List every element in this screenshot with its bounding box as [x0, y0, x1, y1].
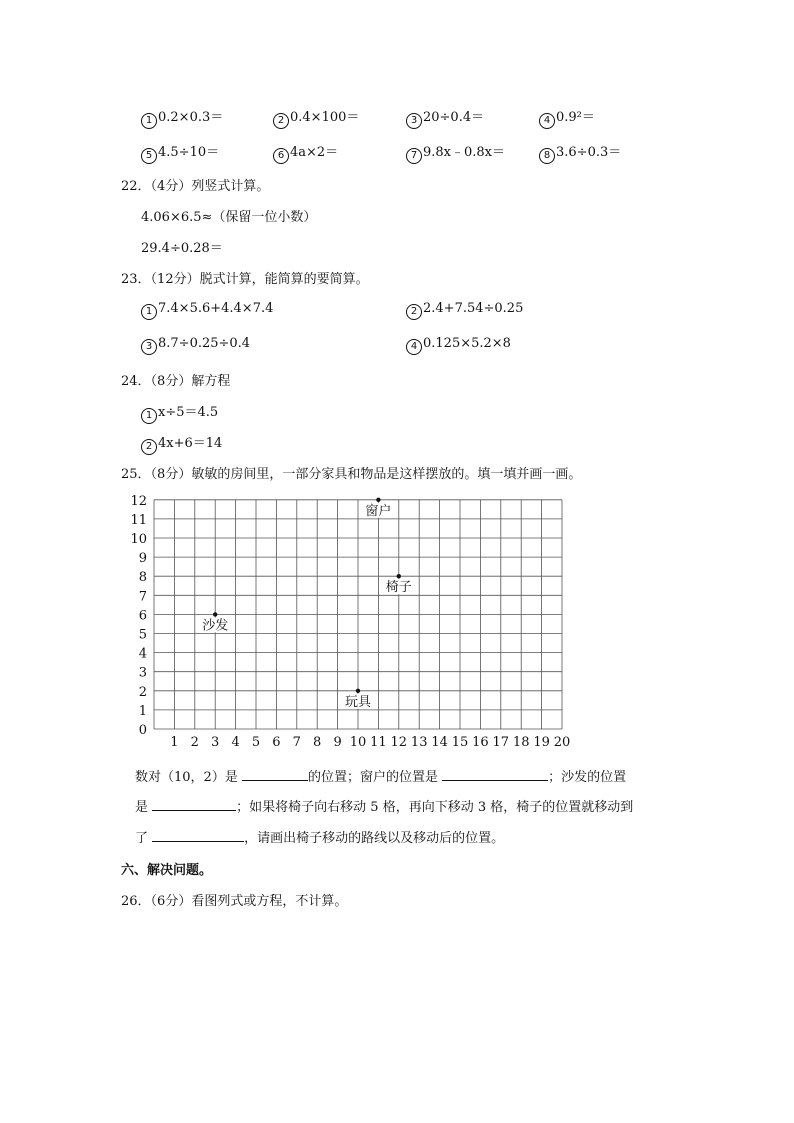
calc-expression: 3.6÷0.3＝ [556, 145, 622, 160]
x-tick-label: 6 [272, 735, 281, 750]
q25-line-3 [135, 827, 504, 846]
y-tick-label: 2 [138, 684, 147, 700]
circle-number: 2 [141, 439, 157, 455]
x-tick-label: 14 [431, 735, 448, 750]
circle-number: 2 [273, 113, 289, 129]
x-tick-label: 20 [553, 735, 571, 750]
answer-blank[interactable] [152, 798, 236, 811]
answer-blank[interactable] [442, 768, 548, 781]
y-tick-label: 5 [138, 627, 147, 643]
x-tick-label: 4 [231, 735, 240, 750]
calc-expression: 2.4+7.54÷0.25 [423, 301, 524, 316]
y-tick-label: 10 [130, 532, 147, 547]
calc-expression: 4.5÷10＝ [158, 145, 220, 160]
circle-number: 1 [141, 113, 157, 129]
x-tick-label: 8 [313, 735, 322, 750]
calc-item-3 [406, 106, 484, 129]
calc-expression: 0.125×5.2×8 [423, 336, 511, 351]
q25-line-1 [135, 766, 626, 785]
calc-expression: 8.7÷0.25÷0.4 [158, 336, 251, 351]
coordinate-grid-svg [130, 492, 580, 752]
circle-number: 4 [406, 339, 422, 355]
x-tick-label: 5 [251, 735, 261, 750]
y-tick-label: 12 [130, 493, 147, 509]
x-tick-label: 3 [211, 735, 220, 750]
calc-item-1 [141, 106, 223, 129]
q24-item-1 [141, 401, 218, 424]
question-23-title: 23．（12分）脱式计算，能简算的要简算。 [121, 272, 369, 287]
y-tick-label: 6 [138, 608, 147, 624]
q23-item-1 [141, 301, 273, 320]
x-tick-label: 18 [512, 735, 530, 750]
y-tick-label: 7 [138, 589, 147, 605]
coordinate-grid [130, 492, 580, 752]
calc-expression: 0.4×100＝ [290, 110, 360, 125]
x-tick-label: 10 [349, 735, 367, 750]
q25-text: 数对（10，2）是 [135, 770, 238, 785]
point-label: 椅子 [385, 580, 412, 596]
calc-item-8 [539, 141, 621, 164]
calc-item-2 [273, 106, 359, 129]
question-26-title: 26．（6分）看图列式或方程，不计算。 [121, 894, 348, 909]
circle-number: 4 [539, 113, 555, 129]
y-tick-label: 4 [138, 646, 147, 662]
calc-item-7 [406, 141, 505, 164]
y-tick-label: 0 [138, 723, 147, 738]
q25-line-2 [135, 796, 633, 815]
q23-item-4 [406, 336, 511, 355]
x-tick-label: 16 [472, 735, 489, 750]
x-tick-label: 12 [390, 735, 408, 750]
section-title: 六、解决问题。 [121, 863, 213, 878]
q25-text: 是 [135, 800, 149, 815]
point-label: 沙发 [202, 618, 229, 634]
question-22-title: 22．（4分）列竖式计算。 [121, 179, 270, 194]
calc-expression: 4a×2＝ [290, 145, 339, 160]
circle-number: 1 [141, 304, 157, 320]
circle-number: 3 [406, 113, 422, 129]
q25-text: ；如果将椅子向右移动 5 格，再向下移动 3 格，椅子的位置就移动到 [236, 800, 634, 815]
x-tick-label: 11 [370, 735, 387, 750]
question-24-title: 24．（8分）解方程 [121, 374, 231, 389]
answer-blank[interactable] [242, 768, 308, 781]
calc-expression: 9.8x﹣0.8x＝ [423, 145, 506, 160]
x-tick-label: 7 [292, 735, 301, 750]
calc-item-5 [141, 141, 219, 164]
x-tick-label: 13 [410, 735, 428, 750]
circle-number: 7 [406, 148, 422, 164]
calc-item-6 [273, 141, 338, 164]
q25-text: ；沙发的位置 [548, 770, 627, 785]
grid-point [213, 612, 217, 616]
q25-text: 了 [135, 831, 149, 846]
answer-blank[interactable] [152, 829, 244, 842]
circle-number: 3 [141, 339, 157, 355]
circle-number: 6 [273, 148, 289, 164]
equation: 4x+6＝14 [158, 436, 223, 451]
x-tick-label: 19 [533, 735, 550, 750]
calc-expression: 0.2×0.3＝ [158, 110, 224, 125]
y-tick-label: 9 [138, 551, 147, 567]
grid-point [397, 574, 401, 578]
y-tick-label: 3 [138, 665, 147, 681]
calc-item-4 [539, 106, 595, 129]
x-tick-label: 15 [451, 735, 469, 750]
circle-number: 5 [141, 148, 157, 164]
q23-item-3 [141, 336, 250, 355]
grid-point [356, 689, 360, 693]
circle-number: 2 [406, 304, 422, 320]
x-tick-label: 17 [492, 735, 510, 750]
q25-text: ，请画出椅子移动的路线以及移动后的位置。 [244, 831, 505, 846]
question-25-title: 25．（8分）敏敏的房间里，一部分家具和物品是这样摆放的。填一填并画一画。 [121, 467, 582, 482]
grid-point [376, 498, 380, 502]
equation: x÷5＝4.5 [158, 405, 219, 420]
q24-item-2 [141, 432, 222, 455]
x-tick-label: 2 [190, 735, 199, 750]
q25-text: 的位置；窗户的位置是 [307, 770, 438, 785]
circle-number: 1 [141, 408, 157, 424]
y-tick-label: 8 [138, 570, 147, 586]
y-tick-label: 11 [130, 512, 147, 528]
q23-item-2 [406, 301, 523, 320]
calc-expression: 7.4×5.6+4.4×7.4 [158, 301, 274, 316]
point-label: 窗户 [365, 503, 392, 519]
calc-expression: 20÷0.4＝ [423, 110, 485, 125]
x-tick-label: 9 [333, 735, 342, 750]
q22-item-2: 29.4÷0.28＝ [141, 241, 223, 256]
circle-number: 8 [539, 148, 555, 164]
y-tick-label: 1 [138, 703, 147, 719]
point-label: 玩具 [344, 694, 372, 710]
x-tick-label: 1 [170, 735, 179, 750]
q22-item-1: 4.06×6.5≈（保留一位小数） [141, 210, 317, 225]
calc-expression: 0.9²＝ [556, 110, 595, 125]
